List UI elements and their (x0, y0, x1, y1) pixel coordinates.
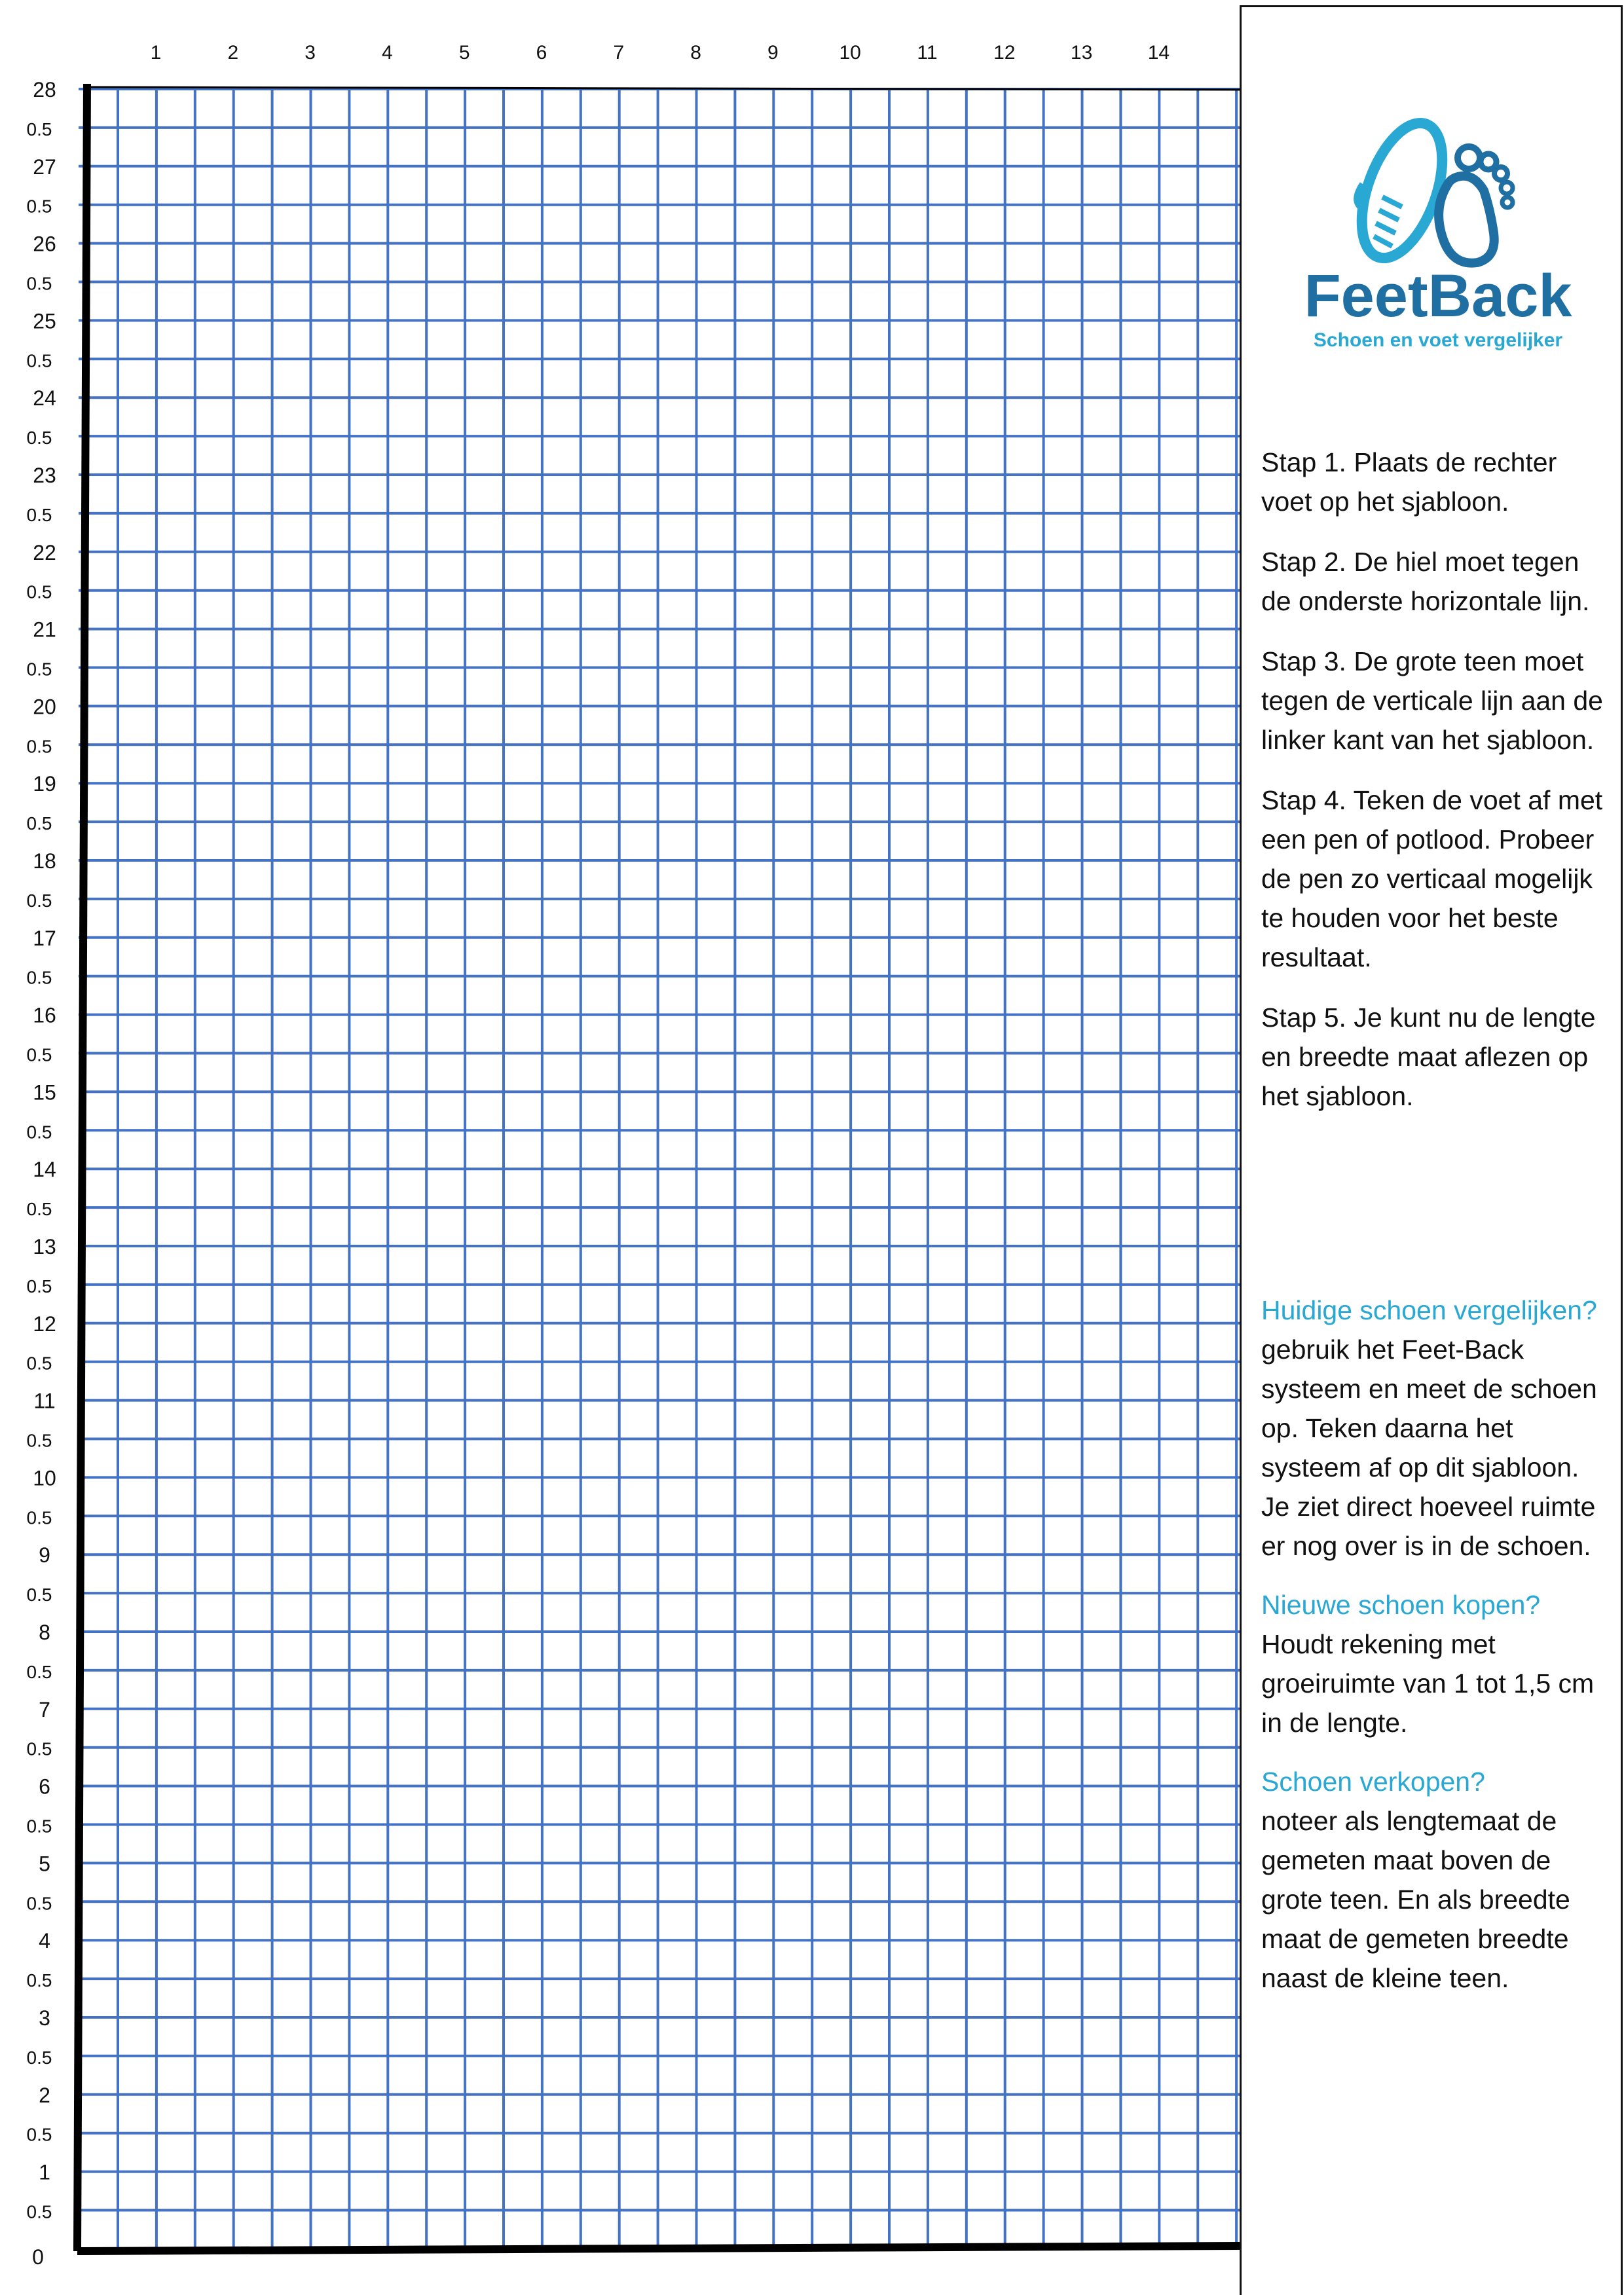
bottom-border-line (77, 2246, 1240, 2251)
y-half-label: 0.5 (26, 1044, 52, 1065)
info-block-buy (1261, 1585, 1615, 1742)
y-tick-label: 14 (33, 1158, 56, 1182)
x-tick-label: 7 (613, 42, 625, 64)
y-half-label: 0.5 (26, 273, 52, 294)
step-2: Stap 2. De hiel moet tegen de onderste horizontale lijn. (1261, 547, 1590, 616)
left-border-line (77, 84, 87, 2251)
info-block-compare (1261, 1291, 1615, 1566)
y-tick-label: 22 (33, 540, 56, 564)
y-half-label: 0.5 (26, 1276, 52, 1296)
y-tick-label: 12 (33, 1312, 56, 1336)
y-half-label: 0.5 (26, 1816, 52, 1837)
y-half-label: 0.5 (26, 1353, 52, 1374)
y-tick-label: 16 (33, 1003, 56, 1027)
info-body: Houdt rekening met groeiruimte van 1 tot 1,5 cm in de lengte. (1261, 1629, 1595, 1738)
y-tick-label: 25 (33, 309, 56, 333)
step-3: Stap 3. De grote teen moet tegen de verticale lijn aan de linker kant van het sjabloon. (1261, 646, 1603, 755)
info-blocks (1261, 1291, 1615, 2017)
x-tick-label: 11 (917, 42, 938, 64)
y-half-label: 0.5 (26, 1507, 52, 1528)
y-tick-label: 18 (33, 849, 56, 873)
x-tick-label: 2 (227, 42, 239, 64)
x-tick-label: 4 (382, 42, 393, 64)
y-tick-label: 28 (33, 78, 56, 101)
x-tick-label: 10 (839, 42, 861, 64)
y-tick-label: 1 (39, 2160, 50, 2184)
y-tick-label: 24 (33, 386, 56, 411)
feetback-logo (1297, 112, 1579, 354)
x-tick-label: 13 (1070, 42, 1093, 64)
foot-icon (1439, 147, 1513, 263)
x-tick-label: 6 (536, 42, 547, 64)
x-tick-label: 14 (1147, 42, 1170, 64)
y-tick-label: 2 (39, 2083, 50, 2107)
steps-list (1261, 443, 1615, 1137)
y-tick-label: 27 (33, 155, 56, 179)
y-half-label: 0.5 (26, 967, 52, 988)
x-tick-label: 1 (150, 42, 162, 64)
step-4: Stap 4. Teken de voet af met een pen of potlood. Probeer de pen zo verticaal mogelijk te houden voor het beste resultaat. (1261, 785, 1603, 972)
y-tick-label: 3 (39, 2006, 50, 2030)
y-half-label: 0.5 (26, 2201, 52, 2222)
y-tick-label: 23 (33, 464, 56, 487)
x-tick-label: 8 (690, 42, 701, 64)
x-tick-label: 9 (767, 42, 779, 64)
y-zero-label: 0 (32, 2245, 44, 2269)
grid-lines (79, 89, 1240, 2249)
y-half-label: 0.5 (26, 1970, 52, 1991)
y-tick-label: 5 (39, 1852, 50, 1876)
y-tick-label: 11 (33, 1389, 56, 1413)
y-half-label: 0.5 (26, 1122, 52, 1143)
info-body: noteer als lengtemaat de gemeten maat boven de grote teen. En als breedte maat de gemeten breedte naast de kleine teen. (1261, 1806, 1570, 1993)
y-tick-label: 19 (33, 772, 56, 796)
y-half-label: 0.5 (26, 736, 52, 757)
y-tick-label: 8 (39, 1621, 50, 1644)
y-half-label: 0.5 (26, 350, 52, 371)
info-body: gebruik het Feet-Back systeem en meet de schoen op. Teken daarna het systeem af op dit sjabloon. Je ziet direct hoeveel ruimte er nog over is in de schoen. (1261, 1334, 1597, 1561)
info-title: Huidige schoen vergelijken? (1261, 1295, 1597, 1325)
y-tick-label: 10 (33, 1466, 56, 1490)
y-tick-label: 20 (33, 695, 56, 719)
y-tick-label: 6 (39, 1774, 50, 1799)
y-half-label: 0.5 (26, 1430, 52, 1451)
y-half-label: 0.5 (26, 504, 52, 525)
y-tick-label: 9 (39, 1543, 50, 1568)
y-axis-labels (27, 78, 56, 2269)
brand-name: FeetBack (1304, 263, 1572, 329)
y-half-label: 0.5 (26, 196, 52, 217)
y-half-label: 0.5 (26, 659, 52, 680)
info-title: Schoen verkopen? (1261, 1767, 1485, 1797)
y-half-label: 0.5 (26, 1199, 52, 1220)
step-5: Stap 5. Je kunt nu de lengte en breedte maat aflezen op het sjabloon. (1261, 1002, 1596, 1111)
y-tick-label: 26 (33, 232, 56, 256)
instruction-panel (1240, 5, 1623, 2295)
x-tick-label: 12 (993, 42, 1016, 64)
y-tick-label: 7 (39, 1697, 50, 1721)
y-half-label: 0.5 (26, 813, 52, 834)
y-half-label: 0.5 (26, 2124, 52, 2145)
y-half-label: 0.5 (26, 1585, 52, 1606)
step-1: Stap 1. Plaats de rechter voet op het sjabloon. (1261, 447, 1557, 517)
info-title: Nieuwe schoen kopen? (1261, 1590, 1541, 1620)
x-axis-labels (151, 42, 1170, 64)
y-half-label: 0.5 (26, 2047, 52, 2068)
y-tick-label: 4 (39, 1929, 50, 1953)
y-tick-label: 21 (33, 617, 56, 642)
y-tick-label: 13 (33, 1235, 56, 1258)
y-half-label: 0.5 (26, 1893, 52, 1914)
x-tick-label: 5 (458, 42, 470, 64)
y-half-label: 0.5 (26, 1738, 52, 1759)
y-tick-label: 15 (33, 1080, 56, 1105)
y-half-label: 0.5 (26, 1661, 52, 1682)
y-half-label: 0.5 (26, 428, 52, 449)
y-tick-label: 17 (33, 926, 56, 950)
info-block-sell (1261, 1762, 1615, 1998)
y-half-label: 0.5 (26, 890, 52, 911)
brand-tagline: Schoen en voet vergelijker (1313, 329, 1563, 351)
y-half-label: 0.5 (26, 119, 52, 139)
x-tick-label: 3 (304, 42, 316, 64)
y-half-label: 0.5 (26, 581, 52, 602)
